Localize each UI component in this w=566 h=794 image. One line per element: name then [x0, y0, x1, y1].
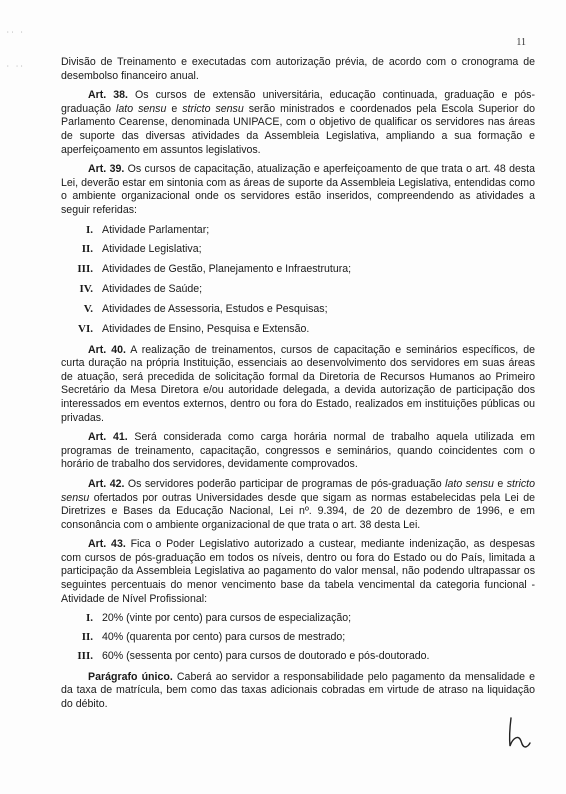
article-label: Art. 40. — [88, 343, 126, 356]
initials-signature — [504, 716, 532, 750]
list-item: III. 60% (sessenta por cento) para cursos de doutorado e pós-doutorado. — [77, 650, 430, 663]
article-39-list — [61, 224, 535, 337]
article-41: Art. 41. Será considerada como carga horária normal de trabalho aquela utilizada em programas de treinamento, capacitação, congressos e seminários, quando coincidentes com o horário de trabalho dos servidores, devidamente comprovados. — [61, 431, 535, 471]
article-43: Art. 43. Fica o Poder Legislativo autorizado a custear, mediante indenização, as despesas com cursos de pós-graduação em todos os níveis, dentro ou fora do Estado ou do País, limitada a participação da Assembleia Legislativa ao pagamento do valor mensal, não podendo ultrapassar os seguintes percentuais do menor vencimento base da tabela vencimental da categoria funcional - Atividade de Nível Profissional: — [61, 538, 535, 605]
article-label: Art. 38. — [88, 89, 128, 102]
scan-artifact: ·· · — [6, 29, 25, 36]
article-40: Art. 40. A realização de treinamentos, cursos de capacitação e seminários específicos, de curta duração na própria Instituição, essenciais ao desenvolvimento dos servidores em suas áreas de atuação, será precedida de solicitação formal da Diretoria de Recursos Humanos ao Primeiro Secretário da Mesa Diretora e/ou autoridade delegada, a devida autorização de participação dos interessados em eventos externos, dentro ou fora do Estado, realizados em instituições públicas ou privadas. — [61, 343, 535, 424]
article-42: Art. 42. Os servidores poderão participar de programas de pós-graduação lato sensu e stricto sensu ofertados por outras Universidades desde que sigam as normas estabelecidas pela Lei de Diretrizes e Bases da Educação Nacional, Lei nº. 9.394, de 20 de dezembro de 1996, e em consonância com o ambiente organizacional de que trata o art. 38 desta Lei. — [61, 477, 535, 531]
article-38: Art. 38. Os cursos de extensão universitária, educação continuada, graduação e pós-graduação lato sensu e stricto sensu serão ministrados e coordenados pela Escola Superior do Parlamento Cearense, denominada UNIPACE, com o objetivo de qualificar os servidores nas áreas de suporte das diversas atividades da Assembleia Legislativa, ampliando a sua formação e aperfeiçoamento em assuntos legislativos. — [61, 89, 536, 156]
article-39: Art. 39. Os cursos de capacitação, atualização e aperfeiçoamento de que trata o art. 48 desta Lei, deverão estar em sintonia com as áreas de suporte da Assembleia Legislativa, entendidas como o ambiente organizacional onde os servidores estão inseridos, compreendendo as atividades a seguir referidas: — [61, 163, 535, 216]
list-item: VI. Atividades de Ensino, Pesquisa e Extensão. — [78, 322, 310, 335]
scan-artifact: · ·· — [6, 63, 25, 70]
list-item: II. Atividade Legislativa; — [81, 243, 202, 256]
list-item: I. 20% (vinte por cento) para cursos de especialização; — [85, 612, 352, 625]
paragraph-label: Parágrafo único. — [88, 670, 173, 683]
article-label: Art. 42. — [88, 477, 125, 490]
article-43-list — [61, 612, 535, 663]
intro-paragraph: Divisão de Treinamento e executadas com autorização prévia, de acordo com o cronograma de desembolso financeiro anual. — [61, 56, 535, 82]
article-label: Art. 39. — [88, 163, 125, 176]
list-item: II. 40% (quarenta por cento) para cursos de mestrado; — [81, 631, 346, 644]
article-label: Art. 43. — [88, 538, 126, 551]
list-item: III. Atividades de Gestão, Planejamento e Infraestrutura; — [77, 263, 352, 276]
list-item: I. Atividade Parlamentar; — [85, 223, 210, 236]
document-body — [61, 56, 535, 717]
article-label: Art. 41. — [88, 431, 128, 444]
page-number: 11 — [516, 37, 526, 48]
list-item: IV. Atividades de Saúde; — [79, 283, 203, 296]
list-item: V. Atividades de Assessoria, Estudos e Pesquisas; — [83, 303, 328, 316]
paragrafo-unico: Parágrafo único. Caberá ao servidor a responsabilidade pelo pagamento da mensalidade e da taxa de matrícula, bem como das taxas adicionais cobradas em virtude de atraso na liquidação do débito. — [61, 670, 536, 710]
